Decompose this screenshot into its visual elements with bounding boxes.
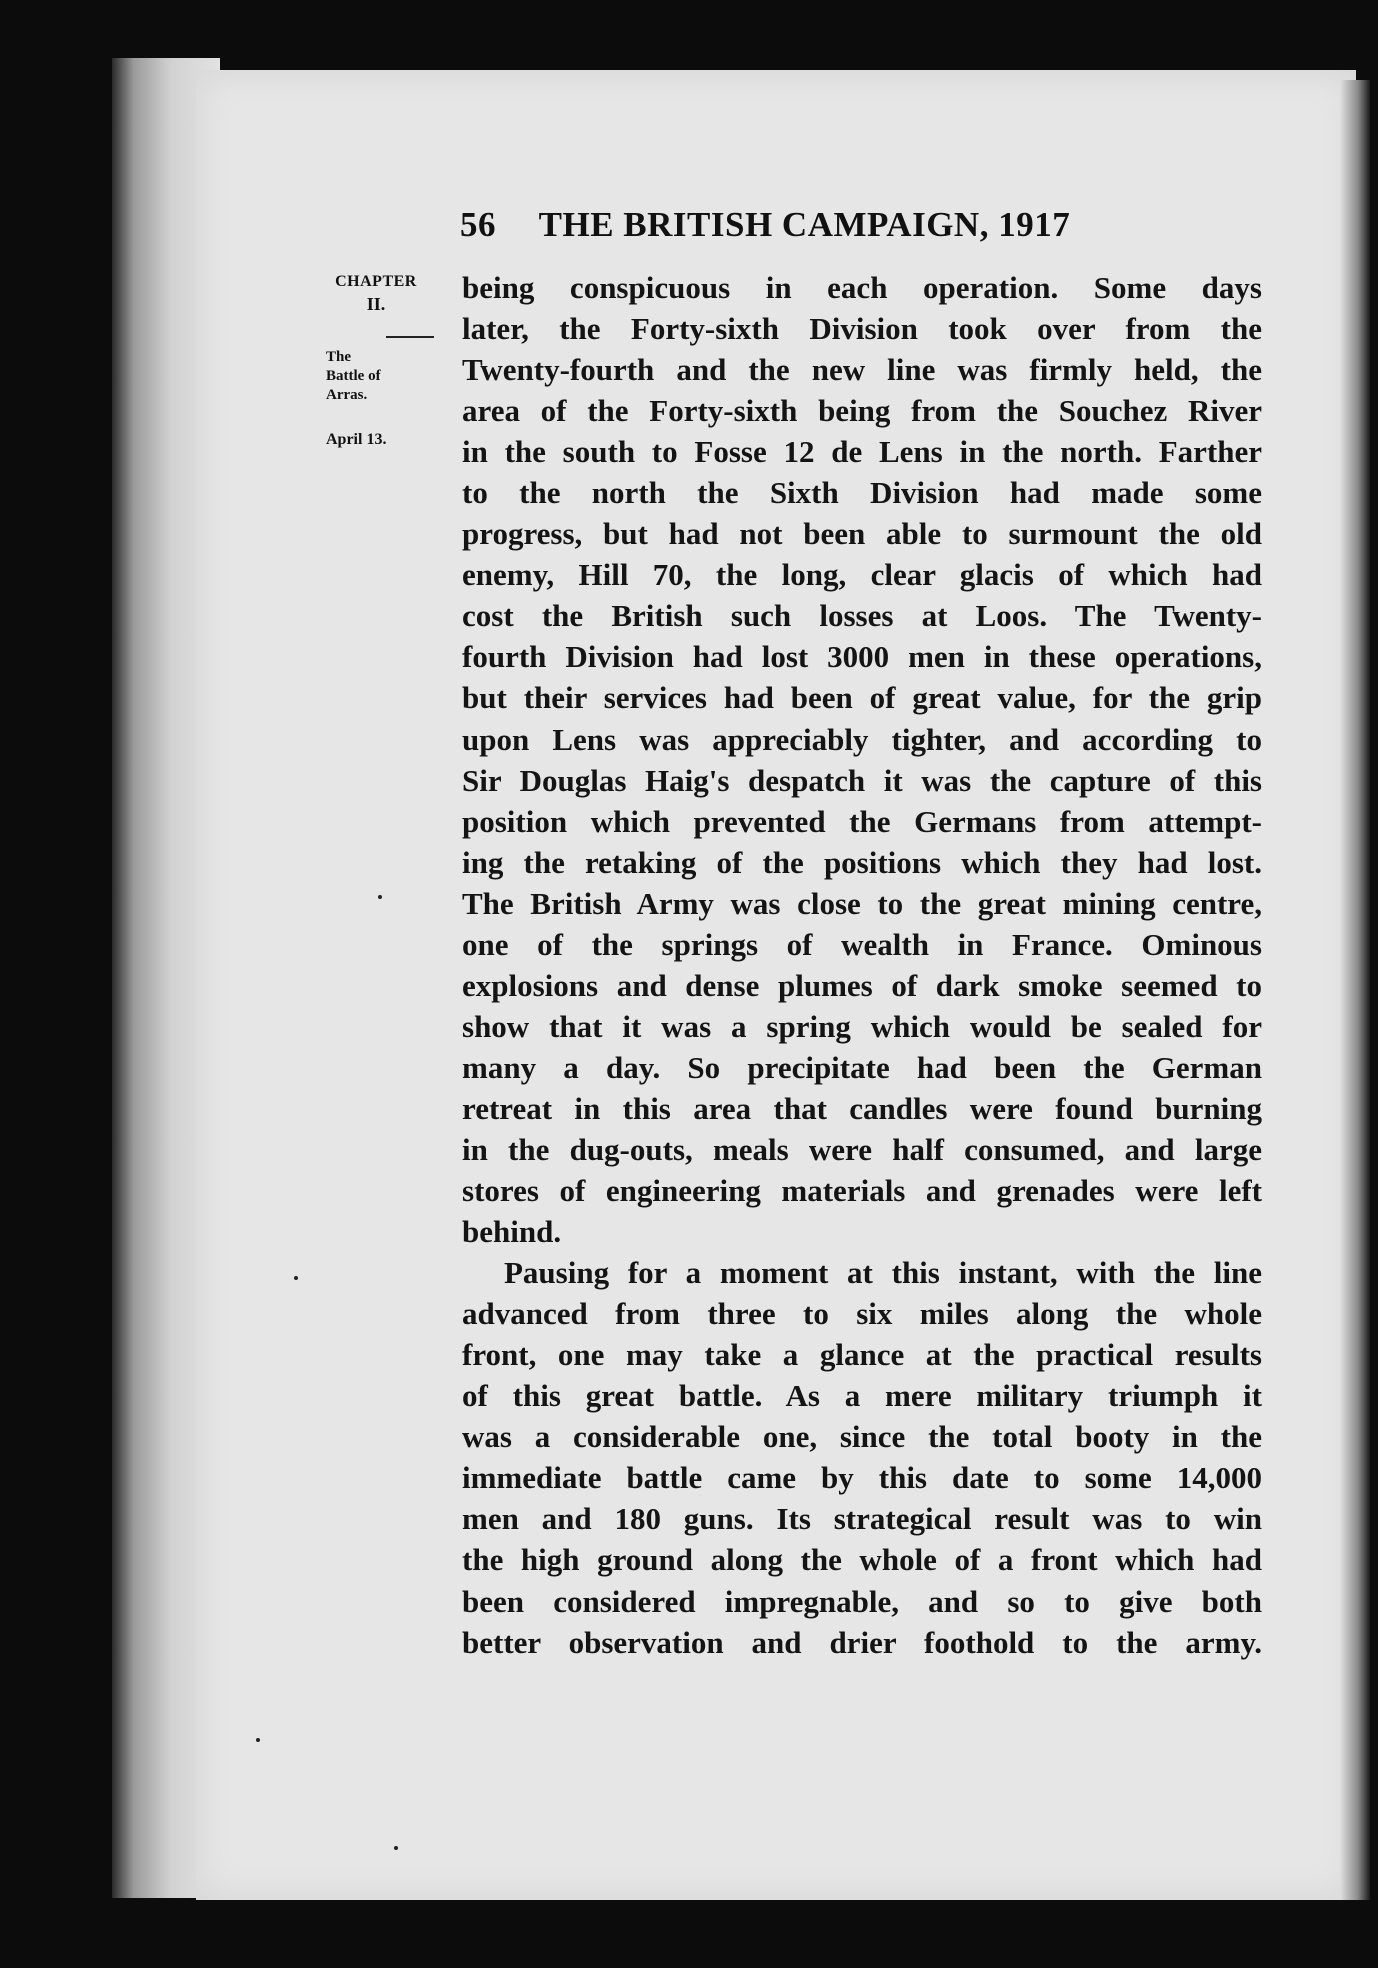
text-line: Twenty-fourth and the new line was firmly held, the <box>462 352 1262 388</box>
text-line: many a day. So precipitate had been the German <box>462 1049 1262 1085</box>
text-line: fourth Division had lost 3000 men in these operations, <box>462 639 1262 675</box>
text-line: enemy, Hill 70, the long, clear glacis of which had <box>462 557 1262 593</box>
text-line: area of the Forty-sixth being from the Souchez River <box>462 393 1262 429</box>
text-line: upon Lens was appreciably tighter, and according to <box>462 721 1262 757</box>
scan-speck <box>256 1738 260 1742</box>
text-line: in the dug-outs, meals were half consumed, and large <box>462 1131 1262 1167</box>
body-text <box>462 267 1262 1663</box>
sidenote-battle-line: Arras. <box>326 387 368 403</box>
text-line: Pausing for a moment at this instant, with the line <box>504 1255 1262 1291</box>
text-line: Sir Douglas Haig's despatch it was the capture of this <box>462 762 1262 798</box>
text-line: the high ground along the whole of a front which had <box>462 1542 1262 1578</box>
text-line: one of the springs of wealth in France. Ominous <box>462 926 1262 962</box>
sidenote-rule <box>386 336 434 338</box>
sidenote-battle-line: The <box>326 349 352 365</box>
text-line: The British Army was close to the great mining centre, <box>462 885 1262 921</box>
text-line: but their services had been of great value, for the grip <box>462 680 1262 716</box>
text-line: men and 180 guns. Its strategical result was to win <box>462 1501 1262 1537</box>
text-line: been considered impregnable, and so to give both <box>462 1583 1262 1619</box>
text-line: advanced from three to six miles along the whole <box>462 1296 1262 1332</box>
sidenote-chapter-number: II. <box>366 294 386 314</box>
sidenote-date: April 13. <box>326 431 387 448</box>
text-line: front, one may take a glance at the practical results <box>462 1337 1262 1373</box>
text-line: being conspicuous in each operation. Some days <box>462 270 1262 305</box>
text-line: cost the British such losses at Loos. The Twenty- <box>462 598 1262 634</box>
text-line: of this great battle. As a mere military triumph it <box>462 1378 1262 1414</box>
text-line: was a considerable one, since the total booty in the <box>462 1419 1262 1455</box>
text-line: in the south to Fosse 12 de Lens in the north. Farther <box>462 434 1262 470</box>
text-line: position which prevented the Germans from attempt- <box>462 803 1262 839</box>
text-line: retreat in this area that candles were found burning <box>462 1090 1262 1126</box>
page-number: 56 <box>460 205 496 244</box>
text-line: show that it was a spring which would be sealed for <box>462 1008 1262 1044</box>
running-title: THE BRITISH CAMPAIGN, 1917 <box>538 205 1071 244</box>
sidenote-battle <box>326 348 436 405</box>
scan-speck <box>394 1846 398 1850</box>
text-line: stores of engineering materials and grenades were left <box>462 1173 1262 1209</box>
scan-speck <box>294 1276 298 1280</box>
text-line: immediate battle came by this date to some 14,000 <box>462 1460 1262 1496</box>
running-header <box>460 205 1140 245</box>
text-line: ing the retaking of the positions which they had lost. <box>462 844 1262 880</box>
text-line: progress, but had not been able to surmount the old <box>462 516 1262 552</box>
sidenote-chapter-label: CHAPTER <box>335 273 417 290</box>
text-line: explosions and dense plumes of dark smoke seemed to <box>462 967 1262 1003</box>
text-line: behind. <box>462 1214 562 1250</box>
sidenote-battle-line: Battle of <box>326 368 381 384</box>
text-line: later, the Forty-sixth Division took over from the <box>462 311 1262 347</box>
text-line: better observation and drier foothold to the army. <box>462 1624 1262 1660</box>
text-line: to the north the Sixth Division had made some <box>462 475 1262 511</box>
scan-speck <box>378 895 382 899</box>
page-edge-right <box>1340 80 1370 1900</box>
